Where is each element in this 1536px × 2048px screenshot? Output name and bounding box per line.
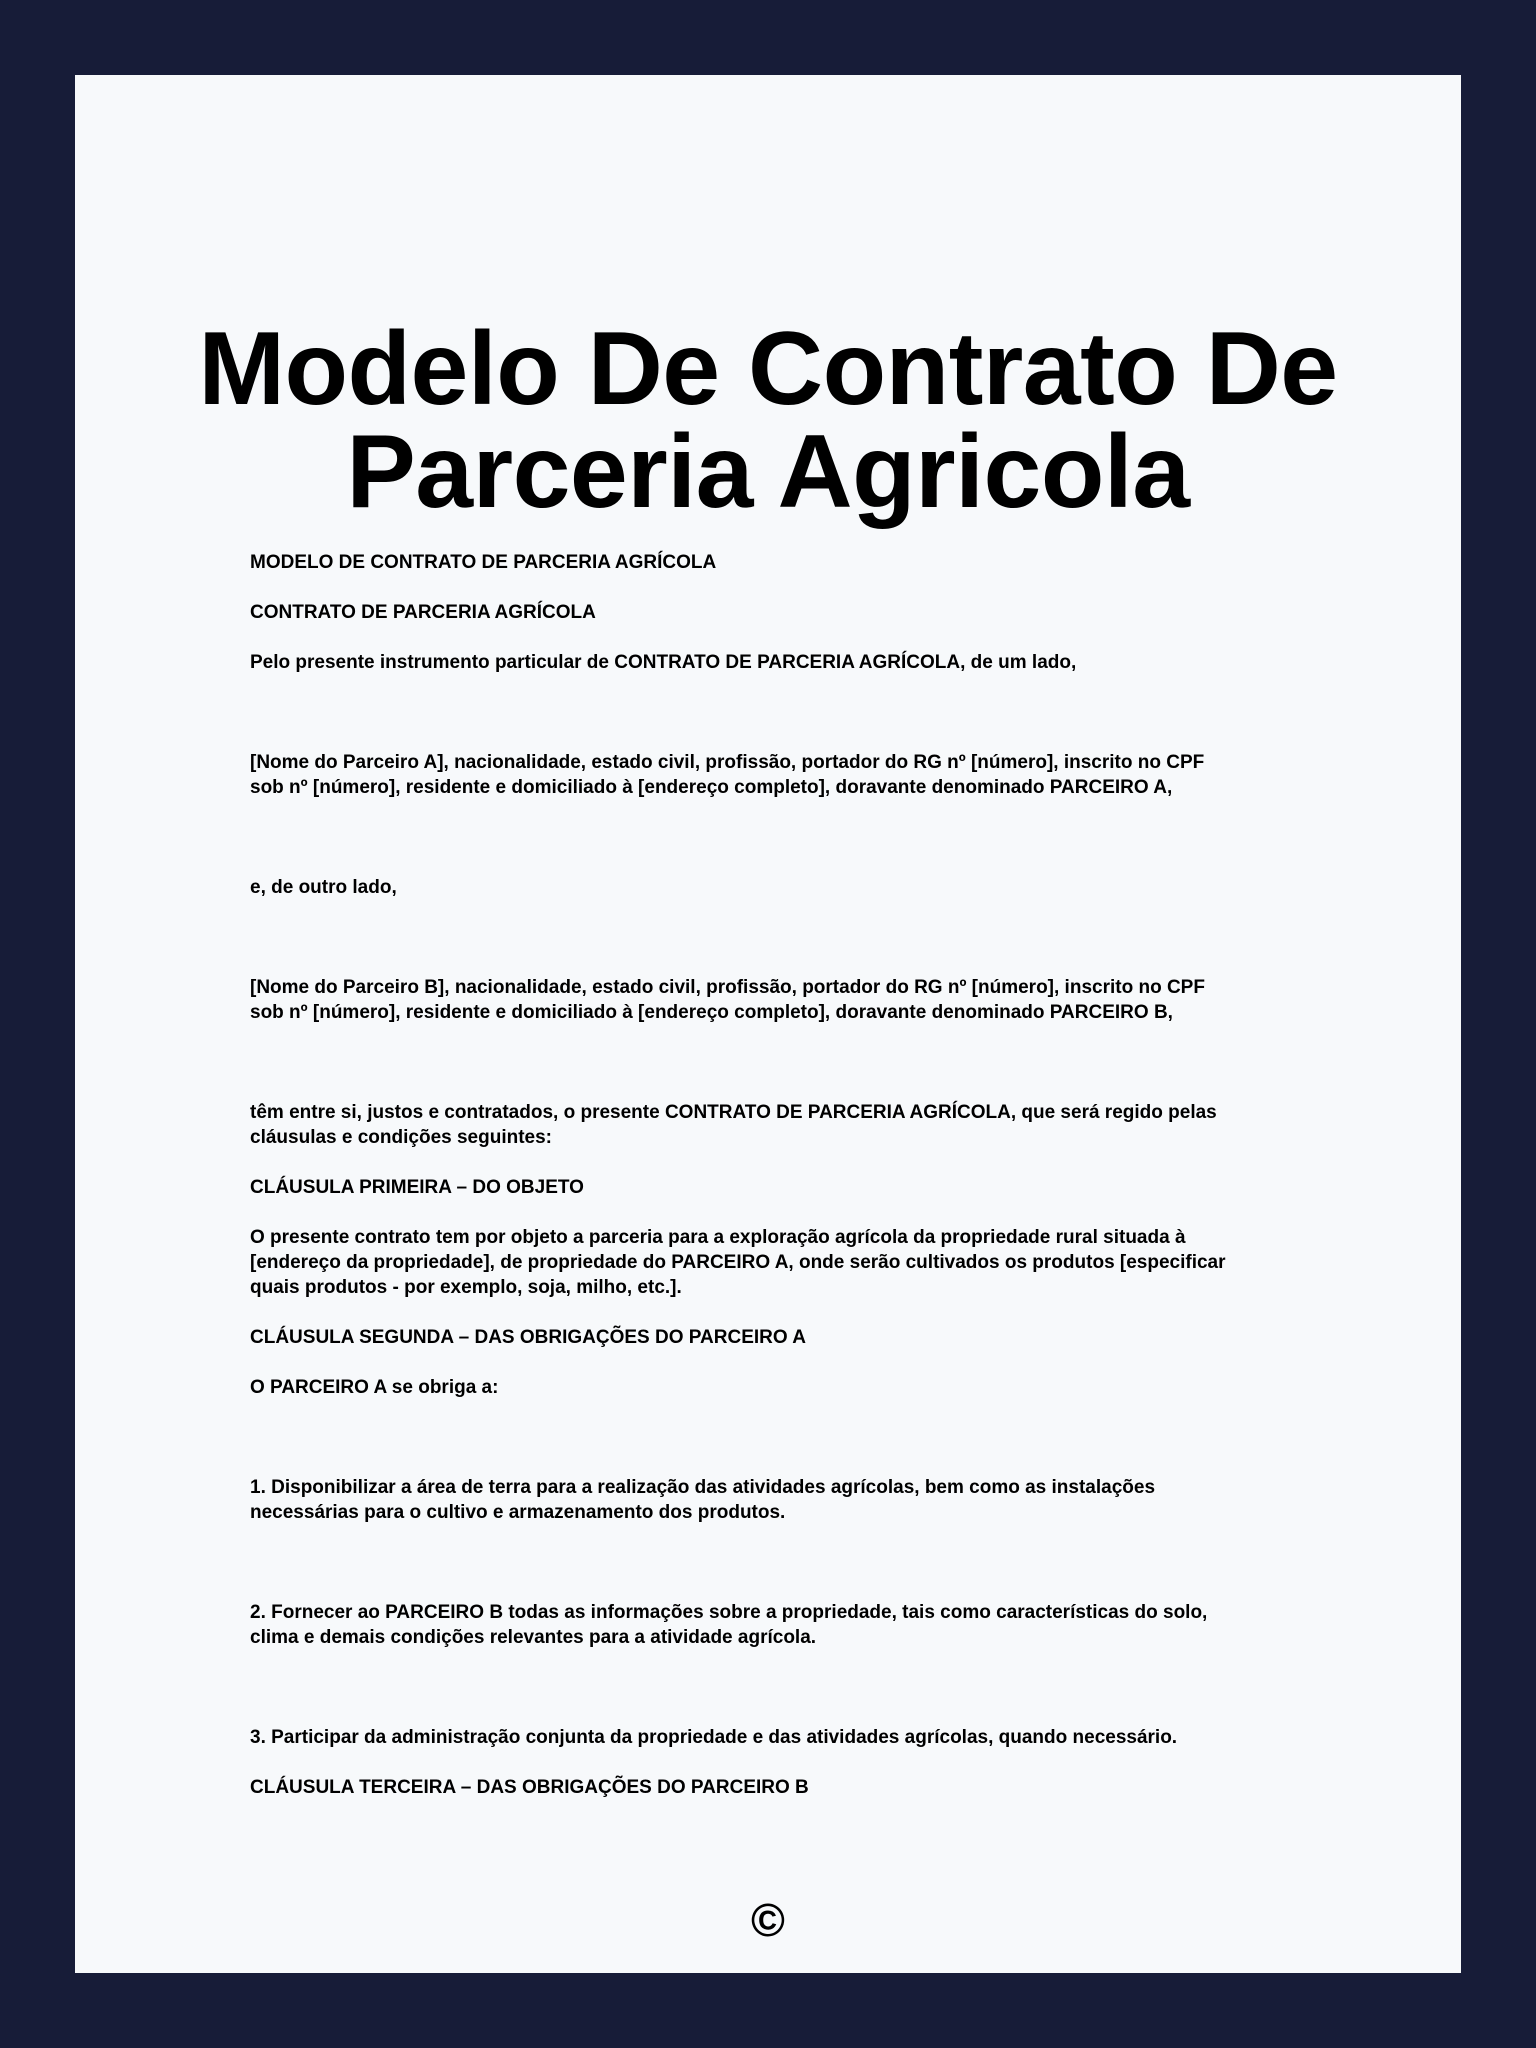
contract-subheading: CONTRATO DE PARCERIA AGRÍCOLA	[250, 602, 596, 623]
intro-paragraph: Pelo presente instrumento particular de CONTRATO DE PARCERIA AGRÍCOLA, de um lado,	[250, 652, 1077, 673]
obligation-item-1: 1. Disponibilizar a área de terra para a realização das atividades agrícolas, bem como as instalações necessárias para o cultivo e armazenamento dos produtos.	[250, 1477, 1156, 1523]
title-line-2: Parceria Agricola	[346, 414, 1190, 530]
clause-first-text: O presente contrato tem por objeto a parceria para a exploração agrícola da propriedade rural situada à [endereço da propriedade], de propriedade do PARCEIRO A, onde serão cultivados os produtos [especificar quais produtos - por exemplo, soja, milho, etc.].	[250, 1227, 1226, 1298]
clause-second-intro: O PARCEIRO A se obriga a:	[250, 1377, 499, 1398]
document-title	[75, 311, 1461, 530]
obligation-item-3: 3. Participar da administração conjunta da propriedade e das atividades agrícolas, quando necessário.	[250, 1727, 1178, 1748]
other-side-paragraph: e, de outro lado,	[250, 877, 397, 898]
partner-a-paragraph: [Nome do Parceiro A], nacionalidade, estado civil, profissão, portador do RG nº [número], inscrito no CPF sob nº [número], residente e domiciliado à [endereço completo], doravante denominado PARCEIRO A,	[250, 752, 1205, 798]
obligation-item-2: 2. Fornecer ao PARCEIRO B todas as informações sobre a propriedade, tais como características do solo, clima e demais condições relevantes para a atividade agrícola.	[250, 1602, 1208, 1648]
copyright-icon: ©	[751, 1894, 785, 1946]
document-body	[250, 550, 1370, 1825]
partner-b-paragraph: [Nome do Parceiro B], nacionalidade, estado civil, profissão, portador do RG nº [número], inscrito no CPF sob nº [número], residente e domiciliado à [endereço completo], doravante denominado PARCEIRO B,	[250, 977, 1205, 1023]
clause-second-heading: CLÁUSULA SEGUNDA – DAS OBRIGAÇÕES DO PARCEIRO A	[250, 1327, 806, 1348]
contract-heading: MODELO DE CONTRATO DE PARCERIA AGRÍCOLA	[250, 552, 717, 573]
clause-third-heading: CLÁUSULA TERCEIRA – DAS OBRIGAÇÕES DO PARCEIRO B	[250, 1777, 809, 1798]
document-page	[75, 75, 1461, 1973]
agreement-paragraph: têm entre si, justos e contratados, o presente CONTRATO DE PARCERIA AGRÍCOLA, que será regido pelas cláusulas e condições seguintes:	[250, 1102, 1217, 1148]
title-line-1: Modelo De Contrato De	[198, 311, 1338, 427]
clause-first-heading: CLÁUSULA PRIMEIRA – DO OBJETO	[250, 1177, 584, 1198]
